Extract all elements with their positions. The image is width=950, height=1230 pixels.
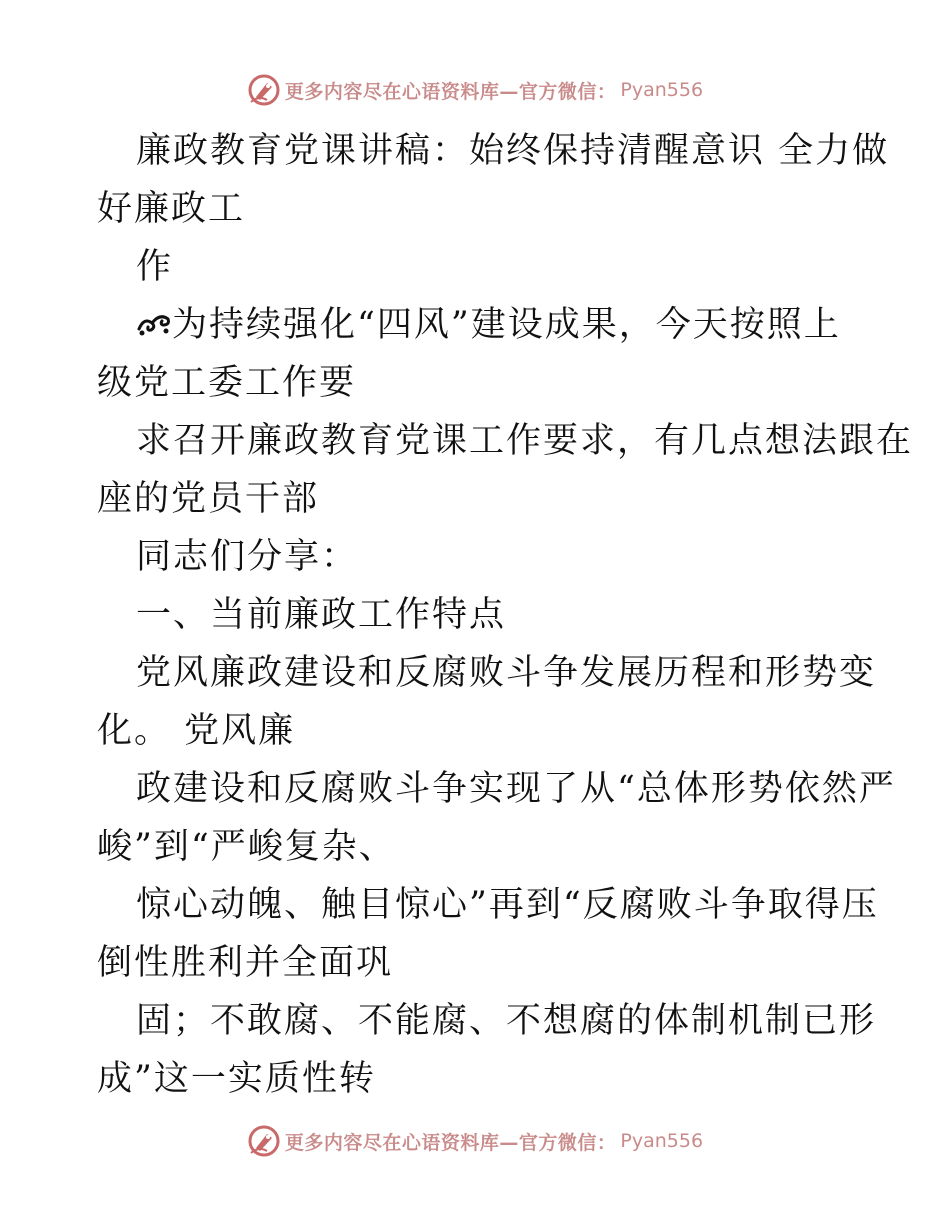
paragraph-line: 政建设和反腐败斗争实现了从“总体形势依然严 <box>136 769 896 809</box>
pen-nib-logo-icon <box>247 1124 281 1158</box>
pen-nib-logo-icon <box>247 73 281 107</box>
paragraph-line: 求召开廉政教育党课工作要求，有几点想法跟在 <box>136 421 914 461</box>
watermark-contact: Pyan556 <box>620 1130 704 1152</box>
paragraph-line: 固；不敢腐、不能腐、不想腐的体制机制已形 <box>136 1001 877 1041</box>
paragraph-line: 倒性胜利并全面巩 <box>97 943 394 983</box>
watermark-text: 更多内容尽在心语资料库—官方微信： <box>284 80 617 103</box>
title-line-2: 好廉政工 <box>97 189 246 229</box>
section-heading: 一、当前廉政工作特点 <box>136 595 507 635</box>
title-line-3: 作 <box>136 247 174 287</box>
paragraph-line: 同志们分享： <box>136 537 359 577</box>
watermark-text: 更多内容尽在心语资料库—官方微信： <box>284 1131 617 1154</box>
paragraph-line: 化。 党风廉 <box>97 711 296 751</box>
document-body <box>97 122 914 1108</box>
paragraph-line: 座的党员干部 <box>97 479 320 519</box>
ornament-bullet-icon <box>136 309 172 339</box>
paragraph-line: 党风廉政建设和反腐败斗争发展历程和形势变 <box>136 653 877 693</box>
watermark-footer <box>0 1121 950 1161</box>
title-line-1: 廉政教育党课讲稿：始终保持清醒意识 全力做 <box>136 131 890 171</box>
paragraph-text: 为持续强化“四风”建设成果，今天按照上 <box>172 305 841 345</box>
paragraph-line: 峻”到“严峻复杂、 <box>97 827 396 867</box>
paragraph-line: 成”这一实质性转 <box>97 1059 376 1099</box>
paragraph-line: 级党工委工作要 <box>97 363 357 403</box>
watermark-header <box>0 70 950 110</box>
paragraph-line: 惊心动魄、触目惊心”再到“反腐败斗争取得压 <box>136 885 879 925</box>
paragraph-line <box>97 296 857 354</box>
watermark-contact: Pyan556 <box>620 79 704 101</box>
